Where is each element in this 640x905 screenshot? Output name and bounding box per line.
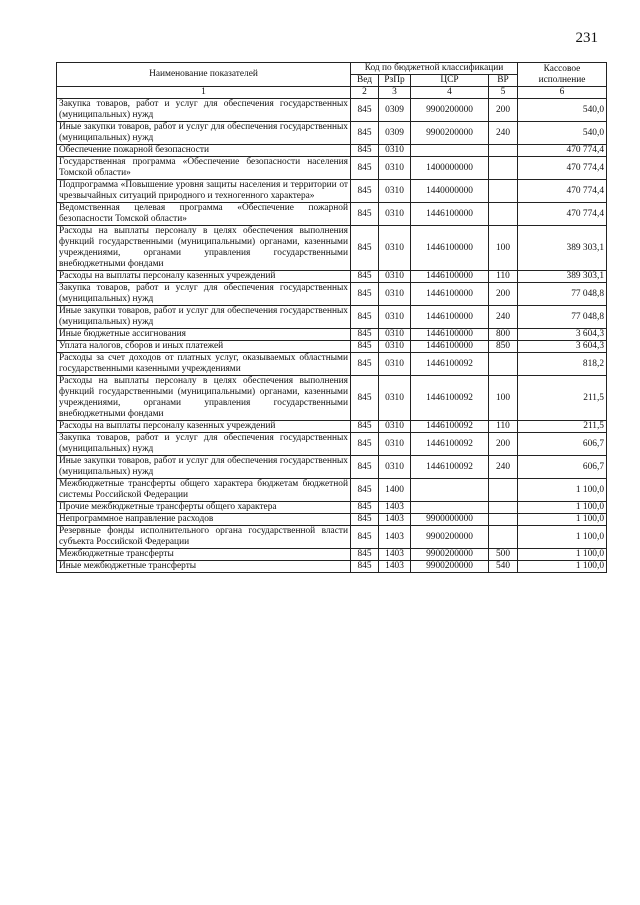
row-vr — [489, 180, 518, 203]
row-vr: 100 — [489, 376, 518, 421]
row-csr: 1446100000 — [411, 283, 489, 306]
row-csr — [411, 145, 489, 157]
row-vr: 240 — [489, 306, 518, 329]
row-ved: 845 — [351, 526, 379, 549]
row-name: Ведомственная целевая программа «Обеспечение пожарной безопасности Томской области» — [57, 203, 351, 226]
row-csr — [411, 502, 489, 514]
row-rzpr: 0309 — [379, 99, 411, 122]
row-name: Расходы на выплаты персоналу в целях обеспечения выполнения функций государственными (муниципальными) органами, казенными учреждениями, органами управления государственными внебюджетными фондами — [57, 376, 351, 421]
row-ved: 845 — [351, 122, 379, 145]
row-vr — [489, 145, 518, 157]
column-number: 2 — [351, 87, 379, 99]
row-amount: 606,7 — [518, 433, 607, 456]
row-rzpr: 0310 — [379, 145, 411, 157]
row-rzpr: 0310 — [379, 271, 411, 283]
table-header — [57, 63, 607, 99]
row-rzpr: 0310 — [379, 433, 411, 456]
row-vr: 110 — [489, 421, 518, 433]
row-amount: 211,5 — [518, 376, 607, 421]
row-csr: 9900200000 — [411, 526, 489, 549]
row-csr: 9900000000 — [411, 514, 489, 526]
row-name: Обеспечение пожарной безопасности — [57, 145, 351, 157]
row-csr: 9900200000 — [411, 549, 489, 561]
row-name: Расходы на выплаты персоналу в целях обеспечения выполнения функций государственными (муниципальными) органами, казенными учреждениями, органами управления государственными внебюджетными фондами — [57, 226, 351, 271]
column-numbers-row — [57, 87, 607, 99]
row-name: Непрограммное направление расходов — [57, 514, 351, 526]
column-number: 3 — [379, 87, 411, 99]
table-row — [57, 433, 607, 456]
row-amount: 1 100,0 — [518, 514, 607, 526]
row-vr: 240 — [489, 456, 518, 479]
row-csr: 1446100000 — [411, 341, 489, 353]
row-name: Государственная программа «Обеспечение безопасности населения Томской области» — [57, 157, 351, 180]
row-amount: 1 100,0 — [518, 549, 607, 561]
row-vr: 200 — [489, 99, 518, 122]
row-csr: 9900200000 — [411, 122, 489, 145]
row-name: Иные закупки товаров, работ и услуг для обеспечения государственных (муниципальных) нужд — [57, 306, 351, 329]
row-name: Иные закупки товаров, работ и услуг для обеспечения государственных (муниципальных) нужд — [57, 456, 351, 479]
table-row — [57, 456, 607, 479]
row-rzpr: 0310 — [379, 306, 411, 329]
row-ved: 845 — [351, 341, 379, 353]
row-ved: 845 — [351, 226, 379, 271]
row-vr: 540 — [489, 561, 518, 573]
row-ved: 845 — [351, 353, 379, 376]
row-vr — [489, 479, 518, 502]
row-rzpr: 0310 — [379, 226, 411, 271]
row-vr: 100 — [489, 226, 518, 271]
row-rzpr: 0310 — [379, 341, 411, 353]
row-csr: 1446100000 — [411, 226, 489, 271]
table-row — [57, 514, 607, 526]
row-name: Иные межбюджетные трансферты — [57, 561, 351, 573]
row-vr: 200 — [489, 283, 518, 306]
header-name: Наименование показателей — [57, 63, 351, 87]
row-ved: 845 — [351, 306, 379, 329]
row-vr: 800 — [489, 329, 518, 341]
row-rzpr: 0310 — [379, 157, 411, 180]
row-amount: 77 048,8 — [518, 306, 607, 329]
row-vr: 240 — [489, 122, 518, 145]
row-name: Расходы на выплаты персоналу казенных учреждений — [57, 421, 351, 433]
row-rzpr: 0310 — [379, 180, 411, 203]
row-amount: 540,0 — [518, 122, 607, 145]
table-row — [57, 145, 607, 157]
table-row — [57, 203, 607, 226]
row-csr: 1440000000 — [411, 180, 489, 203]
row-amount: 1 100,0 — [518, 479, 607, 502]
row-name: Подпрограмма «Повышение уровня защиты населения и территории от чрезвычайных ситуаций природного и техногенного характера» — [57, 180, 351, 203]
row-rzpr: 0310 — [379, 203, 411, 226]
table-row — [57, 376, 607, 421]
table-row — [57, 353, 607, 376]
row-ved: 845 — [351, 203, 379, 226]
row-vr — [489, 353, 518, 376]
table-row — [57, 502, 607, 514]
row-csr — [411, 479, 489, 502]
row-ved: 845 — [351, 456, 379, 479]
table-row — [57, 561, 607, 573]
row-amount: 606,7 — [518, 456, 607, 479]
row-ved: 845 — [351, 180, 379, 203]
table-row — [57, 283, 607, 306]
row-csr: 1446100000 — [411, 329, 489, 341]
row-amount: 211,5 — [518, 421, 607, 433]
row-amount: 540,0 — [518, 99, 607, 122]
row-amount: 1 100,0 — [518, 526, 607, 549]
table-row — [57, 226, 607, 271]
row-csr: 9900200000 — [411, 99, 489, 122]
row-amount: 470 774,4 — [518, 203, 607, 226]
table-row — [57, 122, 607, 145]
row-rzpr: 0310 — [379, 329, 411, 341]
row-amount: 818,2 — [518, 353, 607, 376]
row-vr — [489, 502, 518, 514]
row-csr: 1400000000 — [411, 157, 489, 180]
row-vr — [489, 157, 518, 180]
row-rzpr: 1403 — [379, 502, 411, 514]
row-vr: 850 — [489, 341, 518, 353]
row-csr: 9900200000 — [411, 561, 489, 573]
row-amount: 470 774,4 — [518, 157, 607, 180]
column-number: 4 — [411, 87, 489, 99]
row-amount: 470 774,4 — [518, 145, 607, 157]
row-ved: 845 — [351, 99, 379, 122]
header-code-group: Код по бюджетной классификации — [351, 63, 518, 75]
table-row — [57, 157, 607, 180]
row-name: Межбюджетные трансферты общего характера бюджетам бюджетной системы Российской Федерации — [57, 479, 351, 502]
row-rzpr: 1400 — [379, 479, 411, 502]
column-number: 6 — [518, 87, 607, 99]
row-ved: 845 — [351, 479, 379, 502]
row-amount: 77 048,8 — [518, 283, 607, 306]
row-amount: 389 303,1 — [518, 271, 607, 283]
row-ved: 845 — [351, 329, 379, 341]
row-name: Закупка товаров, работ и услуг для обеспечения государственных (муниципальных) нужд — [57, 433, 351, 456]
row-csr: 1446100092 — [411, 376, 489, 421]
row-vr: 500 — [489, 549, 518, 561]
row-rzpr: 0310 — [379, 456, 411, 479]
row-csr: 1446100092 — [411, 353, 489, 376]
table-row — [57, 180, 607, 203]
table-row — [57, 549, 607, 561]
budget-execution-table — [56, 62, 607, 573]
row-rzpr: 1403 — [379, 514, 411, 526]
header-csr: ЦСР — [411, 75, 489, 87]
table-row — [57, 526, 607, 549]
row-vr — [489, 203, 518, 226]
row-ved: 845 — [351, 549, 379, 561]
row-csr: 1446100000 — [411, 203, 489, 226]
row-rzpr: 0310 — [379, 376, 411, 421]
column-number: 1 — [57, 87, 351, 99]
row-name: Закупка товаров, работ и услуг для обеспечения государственных (муниципальных) нужд — [57, 283, 351, 306]
row-ved: 845 — [351, 271, 379, 283]
row-amount: 1 100,0 — [518, 561, 607, 573]
row-ved: 845 — [351, 433, 379, 456]
header-ved: Вед — [351, 75, 379, 87]
row-ved: 845 — [351, 502, 379, 514]
table-row — [57, 479, 607, 502]
row-amount: 3 604,3 — [518, 329, 607, 341]
table-row — [57, 271, 607, 283]
row-ved: 845 — [351, 514, 379, 526]
row-name: Уплата налогов, сборов и иных платежей — [57, 341, 351, 353]
row-rzpr: 0310 — [379, 283, 411, 306]
table-row — [57, 341, 607, 353]
row-csr: 1446100092 — [411, 421, 489, 433]
row-amount: 3 604,3 — [518, 341, 607, 353]
row-csr: 1446100000 — [411, 306, 489, 329]
row-vr: 110 — [489, 271, 518, 283]
header-execution: Кассовое исполнение — [518, 63, 607, 87]
table-row — [57, 99, 607, 122]
row-rzpr: 1403 — [379, 561, 411, 573]
row-csr: 1446100092 — [411, 433, 489, 456]
header-rzpr: РзПр — [379, 75, 411, 87]
row-rzpr: 0310 — [379, 353, 411, 376]
row-name: Расходы за счет доходов от платных услуг, оказываемых областными государственными казенными учреждениями — [57, 353, 351, 376]
row-rzpr: 0310 — [379, 421, 411, 433]
row-name: Иные закупки товаров, работ и услуг для обеспечения государственных (муниципальных) нужд — [57, 122, 351, 145]
row-name: Межбюджетные трансферты — [57, 549, 351, 561]
page-number: 231 — [575, 30, 598, 46]
row-amount: 389 303,1 — [518, 226, 607, 271]
table-row — [57, 306, 607, 329]
row-name: Прочие межбюджетные трансферты общего характера — [57, 502, 351, 514]
row-vr — [489, 514, 518, 526]
row-vr — [489, 526, 518, 549]
row-ved: 845 — [351, 145, 379, 157]
row-name: Резервные фонды исполнительного органа государственной власти субъекта Российской Федерации — [57, 526, 351, 549]
row-amount: 470 774,4 — [518, 180, 607, 203]
row-amount: 1 100,0 — [518, 502, 607, 514]
row-csr: 1446100000 — [411, 271, 489, 283]
row-name: Закупка товаров, работ и услуг для обеспечения государственных (муниципальных) нужд — [57, 99, 351, 122]
header-vr: ВР — [489, 75, 518, 87]
row-ved: 845 — [351, 421, 379, 433]
row-ved: 845 — [351, 376, 379, 421]
column-number: 5 — [489, 87, 518, 99]
table-row — [57, 421, 607, 433]
row-rzpr: 1403 — [379, 549, 411, 561]
row-ved: 845 — [351, 157, 379, 180]
row-rzpr: 0309 — [379, 122, 411, 145]
table-body — [57, 99, 607, 573]
row-ved: 845 — [351, 283, 379, 306]
row-name: Иные бюджетные ассигнования — [57, 329, 351, 341]
row-vr: 200 — [489, 433, 518, 456]
row-name: Расходы на выплаты персоналу казенных учреждений — [57, 271, 351, 283]
table-row — [57, 329, 607, 341]
row-csr: 1446100092 — [411, 456, 489, 479]
row-rzpr: 1403 — [379, 526, 411, 549]
row-ved: 845 — [351, 561, 379, 573]
